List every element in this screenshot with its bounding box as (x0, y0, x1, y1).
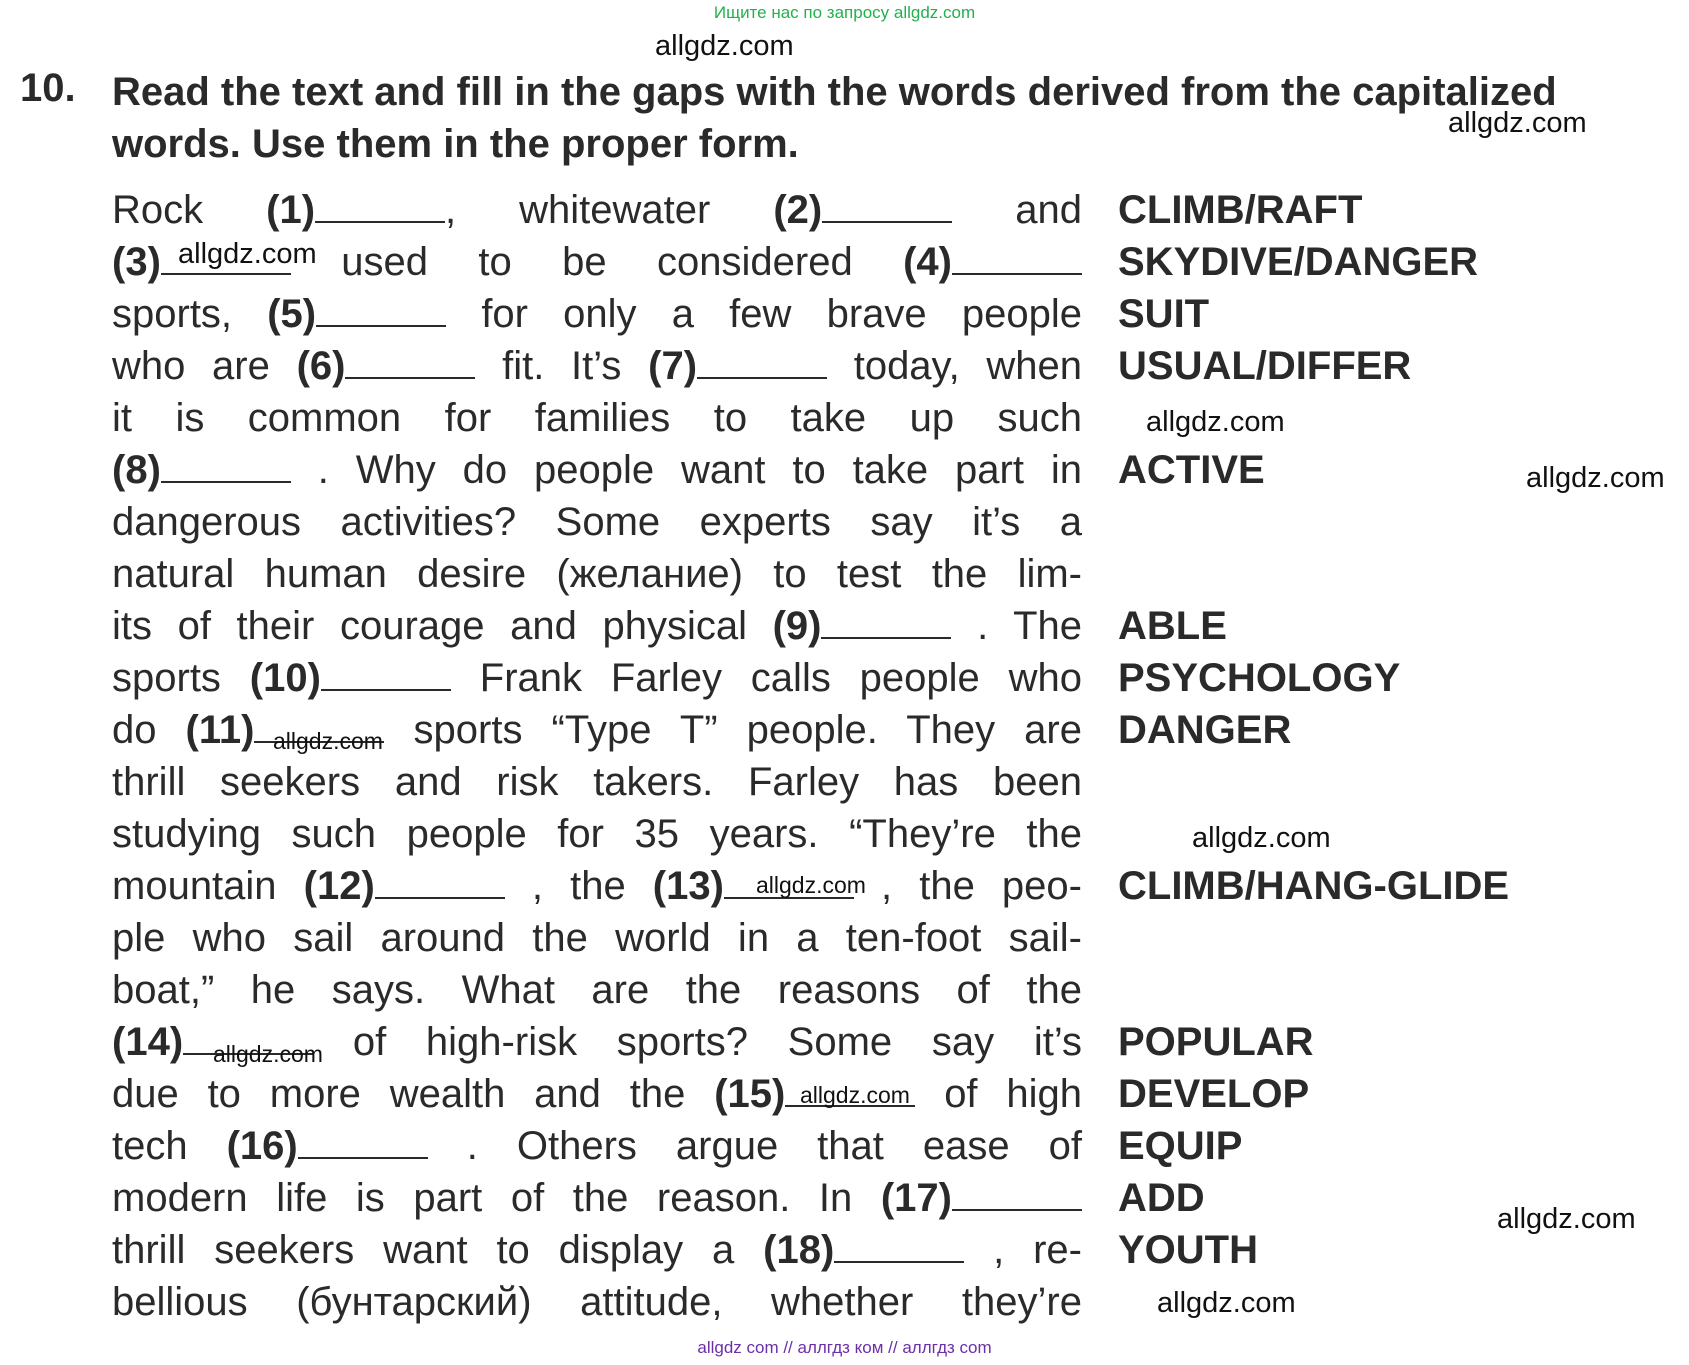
answer-gap[interactable] (952, 243, 1082, 275)
watermark: allgdz.com (1146, 406, 1285, 438)
text-line: thrill seekers want to display a (18) , re- (112, 1228, 1082, 1272)
text-line: sports (10) Frank Farley calls people who (112, 656, 1082, 700)
keyword: DEVELOP (1118, 1072, 1310, 1116)
answer-gap[interactable] (822, 191, 952, 223)
keyword: ABLE (1118, 604, 1227, 648)
watermark: allgdz.com (1497, 1203, 1636, 1235)
text-line: (8) . Why do people want to take part in (112, 448, 1082, 492)
answer-gap[interactable] (952, 1179, 1082, 1211)
watermark: allgdz.com (1526, 462, 1665, 494)
keyword: ACTIVE (1118, 448, 1265, 492)
task-number: 10. (20, 66, 76, 110)
watermark: allgdz.com (756, 872, 866, 898)
keyword: USUAL/DIFFER (1118, 344, 1412, 388)
text-line: it is common for families to take up such (112, 396, 1082, 440)
text-line: who are (6) fit. It’s (7) today, when (112, 344, 1082, 388)
text-line: (14) of high-risk sports? Some say it’s (112, 1020, 1082, 1064)
text-line: ple who sail around the world in a ten-foot sail- (112, 916, 1082, 960)
keyword: PSYCHOLOGY (1118, 656, 1401, 700)
bottom-banner: allgdz com // аллгдз ком // аллгдз com (697, 1338, 992, 1357)
top-banner: Ищите нас по запросу allgdz.com (713, 3, 976, 22)
text-line: Rock (1) , whitewater (2) and (112, 188, 1082, 232)
answer-gap[interactable] (375, 867, 505, 899)
answer-gap[interactable] (321, 659, 451, 691)
text-line: do (11) sports “Type T” people. They are (112, 708, 1082, 752)
keyword: DANGER (1118, 708, 1292, 752)
text-line: thrill seekers and risk takers. Farley has been (112, 760, 1082, 804)
watermark: allgdz.com (213, 1041, 323, 1067)
keyword: CLIMB/RAFT (1118, 188, 1363, 232)
text-line: (3) used to be considered (4) (112, 236, 1082, 288)
text-line: tech (16) . Others argue that ease of (112, 1124, 1082, 1168)
text-line: dangerous activities? Some experts say it’s a (112, 500, 1082, 544)
answer-gap[interactable] (161, 451, 291, 483)
keyword: EQUIP (1118, 1124, 1243, 1168)
text-line: due to more wealth and the (15) of high (112, 1072, 1083, 1116)
keyword: CLIMB/HANG-GLIDE (1118, 864, 1510, 908)
watermark: allgdz.com (800, 1082, 910, 1108)
text-line: modern life is part of the reason. In (17) (112, 1172, 1082, 1224)
watermark: allgdz.com (1157, 1287, 1296, 1319)
text-line: boat,” he says. What are the reasons of the (112, 968, 1082, 1012)
keyword: YOUTH (1118, 1228, 1258, 1272)
watermark: allgdz.com (1448, 107, 1587, 139)
answer-gap[interactable] (697, 347, 827, 379)
answer-gap[interactable] (821, 607, 951, 639)
text-line: studying such people for 35 years. “They’re the (112, 812, 1082, 856)
watermark: allgdz.com (178, 238, 317, 270)
keyword: SKYDIVE/DANGER (1118, 240, 1479, 284)
answer-gap[interactable] (345, 347, 475, 379)
watermark: allgdz.com (1192, 822, 1331, 854)
answer-gap[interactable] (315, 191, 445, 223)
task-instruction: Read the text and fill in the gaps with the words derived from the capitalized words. Use them in the proper form. (112, 70, 1557, 166)
text-line: sports, (5) for only a few brave people (112, 292, 1082, 336)
text-line: natural human desire (желание) to test the lim- (112, 552, 1082, 596)
keyword: POPULAR (1118, 1020, 1314, 1064)
watermark: allgdz.com (655, 30, 794, 62)
answer-gap[interactable] (834, 1231, 964, 1263)
answer-gap[interactable] (298, 1127, 428, 1159)
keyword: SUIT (1118, 292, 1210, 336)
watermark: allgdz.com (273, 728, 383, 754)
answer-gap[interactable] (316, 295, 446, 327)
text-line: mountain (12) , the (13) , the peo- (112, 864, 1082, 908)
keyword: ADD (1118, 1176, 1205, 1220)
text-line: its of their courage and physical (9) . The (112, 604, 1082, 648)
text-line: bellious (бунтарский) attitude, whether they’re (112, 1280, 1082, 1324)
